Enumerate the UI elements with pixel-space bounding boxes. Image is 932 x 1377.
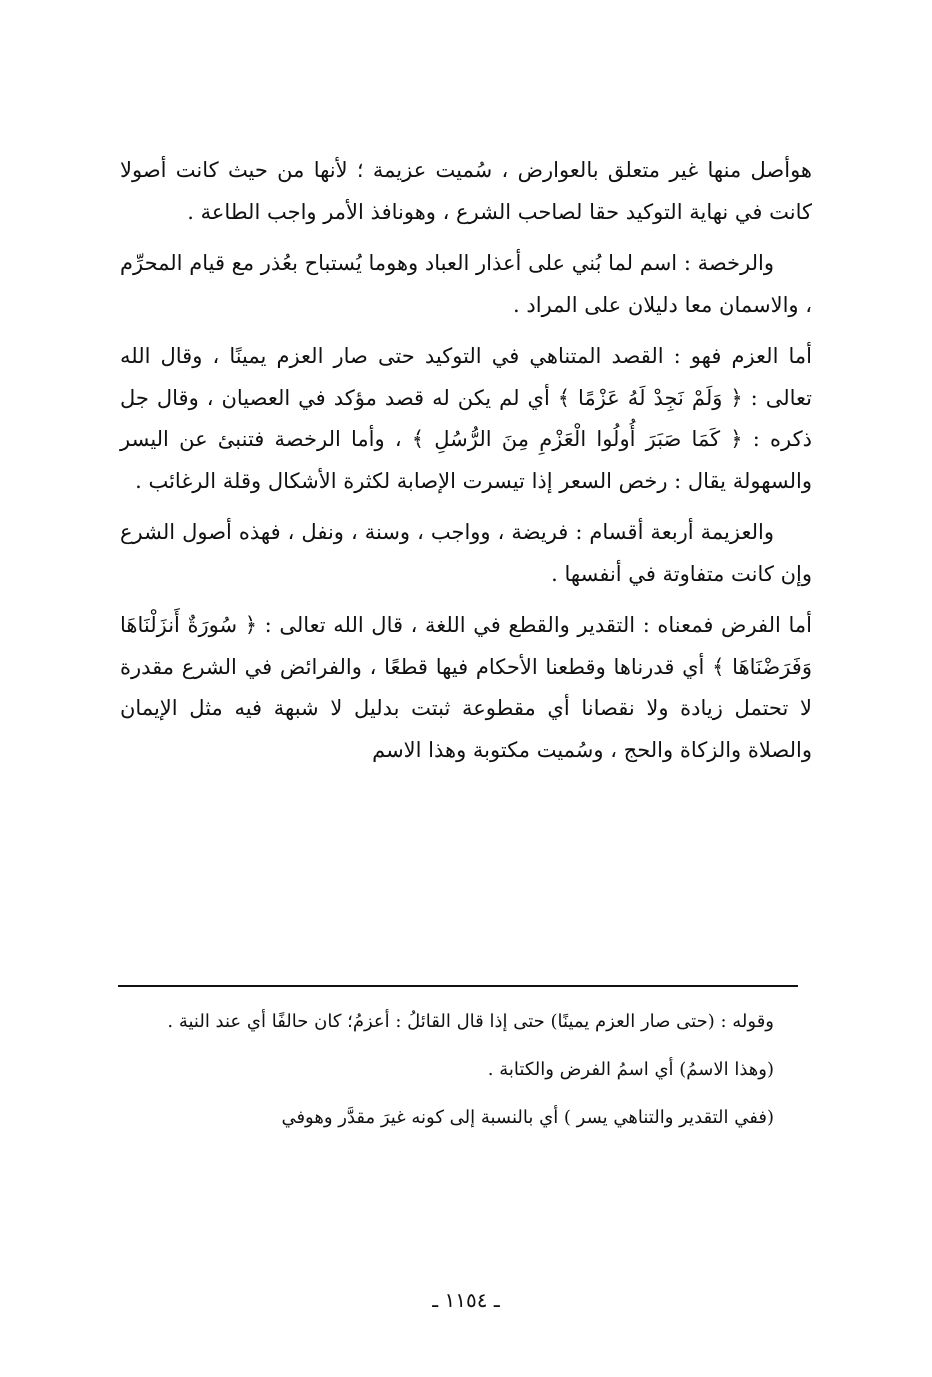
main-text — [120, 150, 812, 781]
paragraph-3: أما العزم فهو : القصد المتناهي في التوكيد حتى صار العزم يمينًا ، وقال الله تعالى : ﴿ وَلَمْ نَجِدْ لَهُ عَزْمًا ﴾ أي لم يكن له قصد مؤكد في العصيان ، وقال جل ذكره : ﴿ كَمَا صَبَرَ أُولُوا الْعَزْمِ مِنَ الرُّسُلِ ﴾ ، وأما الرخصة فتنبئ عن اليسر والسهولة يقال : رخص السعر إذا تيسرت الإصابة لكثرة الأشكال وقلة الرغائب . — [120, 344, 812, 493]
paragraph-4: والعزيمة أربعة أقسام : فريضة ، وواجب ، وسنة ، ونفل ، فهذه أصول الشرع وإن كانت متفاوتة في أنفسها . — [120, 520, 812, 586]
footnote-1: وقوله : (حتى صار العزم يمينًا) حتى إذا قال القائلُ : أعزمُ؛ كان حالفًا أي عند النية . — [167, 1011, 774, 1032]
footnote-3: (ففي التقدير والتناهي يسر ) أي بالنسبة إلى كونه غيرَ مقدَّر وهوفي — [281, 1107, 774, 1128]
paragraph-5: أما الفرض فمعناه : التقدير والقطع في اللغة ، قال الله تعالى : ﴿ سُورَةٌ أَنزَلْنَاهَا وَفَرَضْنَاهَا ﴾ أي قدرناها وقطعنا الأحكام فيها قطعًا ، والفرائض في الشرع مقدرة لا تحتمل زيادة ولا نقصانا أي مقطوعة ثبتت بدليل لا شبهة فيه مثل الإيمان والصلاة والزكاة والحج ، وسُميت مكتوبة وهذا الاسم — [120, 613, 812, 762]
page-number: ـ ١١٥٤ ـ — [432, 1288, 500, 1312]
paragraph-2: والرخصة : اسم لما بُني على أعذار العباد وهوما يُستباح بعُذر مع قيام المحرِّم ، والاسمان معا دليلان على المراد . — [120, 251, 812, 317]
paragraph-1: هوأصل منها غير متعلق بالعوارض ، سُميت عزيمة ؛ لأنها من حيث كانت أصولا كانت في نهاية التوكيد حقا لصاحب الشرع ، وهونافذ الأمر واجب الطاعة . — [120, 158, 812, 224]
footnotes — [120, 1002, 812, 1146]
footnote-2: (وهذا الاسمُ) أي اسمُ الفرض والكتابة . — [487, 1059, 774, 1080]
footnote-separator — [118, 985, 798, 987]
